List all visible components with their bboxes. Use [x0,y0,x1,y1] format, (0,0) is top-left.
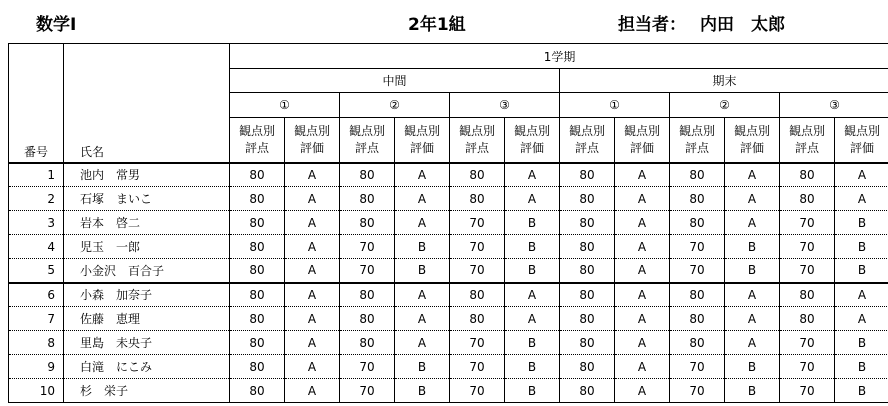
score-cell[interactable]: 70 [670,235,725,259]
eval-cell[interactable]: B [395,235,450,259]
eval-label-line2: 評価 [850,140,875,155]
exam-header-0: 中間 [230,69,560,93]
score-label-header [230,118,285,163]
eval-cell[interactable]: A [835,187,888,211]
eval-cell[interactable]: A [615,307,670,331]
score-cell[interactable]: 80 [560,331,615,355]
table-row [9,283,888,307]
score-cell[interactable]: 80 [230,283,285,307]
score-label-header [450,118,505,163]
table-row [9,163,888,187]
eval-cell[interactable]: B [835,331,888,355]
column-header-number: 番号 [9,44,64,163]
eval-cell[interactable]: A [505,187,560,211]
eval-cell[interactable]: A [725,211,780,235]
eval-cell[interactable]: A [285,163,340,187]
student-name: 小金沢 百合子 [64,259,230,283]
sub-header: ② [340,93,450,118]
eval-label-header [395,118,450,163]
score-cell[interactable]: 80 [230,163,285,187]
table-row [9,235,888,259]
student-name: 岩本 啓二 [64,211,230,235]
student-name: 佐藤 恵理 [64,307,230,331]
score-cell[interactable]: 80 [780,163,835,187]
eval-label-header [285,118,340,163]
score-label-line2: 評点 [574,140,599,155]
eval-cell[interactable]: A [615,331,670,355]
table-row [9,211,888,235]
score-cell[interactable]: 80 [230,355,285,379]
eval-cell[interactable]: A [395,331,450,355]
sub-header: ① [560,93,670,118]
score-cell[interactable]: 80 [450,283,505,307]
score-cell[interactable]: 80 [230,259,285,283]
eval-cell[interactable]: A [835,283,888,307]
score-cell[interactable]: 80 [560,379,615,403]
student-number: 7 [9,307,64,331]
score-cell[interactable]: 80 [560,211,615,235]
eval-cell[interactable]: B [505,379,560,403]
score-cell[interactable]: 80 [450,307,505,331]
eval-cell[interactable]: B [505,235,560,259]
score-cell[interactable]: 80 [230,187,285,211]
eval-cell[interactable]: A [285,283,340,307]
eval-label-header [505,118,560,163]
student-number: 5 [9,259,64,283]
score-cell[interactable]: 70 [450,259,505,283]
score-cell[interactable]: 70 [780,259,835,283]
table-row [9,331,888,355]
student-name: 白滝 にこみ [64,355,230,379]
score-cell[interactable]: 80 [340,163,395,187]
score-cell[interactable]: 80 [230,235,285,259]
eval-cell[interactable]: B [835,355,888,379]
score-label-line2: 評点 [684,140,709,155]
score-cell[interactable]: 80 [780,187,835,211]
score-cell[interactable]: 70 [450,211,505,235]
eval-cell[interactable]: B [835,379,888,403]
eval-cell[interactable]: B [395,259,450,283]
eval-cell[interactable]: A [615,235,670,259]
score-cell[interactable]: 70 [780,379,835,403]
score-cell[interactable]: 80 [230,211,285,235]
eval-label-line1: 観点別 [844,123,881,138]
eval-cell[interactable]: B [835,235,888,259]
eval-label-line1: 観点別 [623,123,660,138]
score-cell[interactable]: 80 [780,283,835,307]
eval-cell[interactable]: A [285,355,340,379]
eval-cell[interactable]: A [505,307,560,331]
eval-cell[interactable]: A [725,163,780,187]
eval-cell[interactable]: A [725,307,780,331]
score-cell[interactable]: 80 [560,163,615,187]
subject-title: 数学Ⅰ [36,15,77,35]
eval-cell[interactable]: B [725,259,780,283]
score-label-line1: 観点別 [458,123,495,138]
teacher-name: 内田 太郎 [700,15,785,35]
student-name: 小森 加奈子 [64,283,230,307]
student-number: 2 [9,187,64,211]
score-cell[interactable]: 70 [340,355,395,379]
score-cell[interactable]: 80 [560,307,615,331]
sub-header: ③ [450,93,560,118]
eval-label-line2: 評価 [409,140,434,155]
score-cell[interactable]: 80 [670,211,725,235]
score-cell[interactable]: 80 [340,283,395,307]
teacher-label: 担当者： [618,15,686,35]
score-cell[interactable]: 70 [340,379,395,403]
eval-cell[interactable]: B [505,331,560,355]
score-cell[interactable]: 80 [450,187,505,211]
score-cell[interactable]: 80 [560,259,615,283]
eval-label-line2: 評価 [739,140,764,155]
score-cell[interactable]: 80 [670,283,725,307]
grade-table [8,43,888,403]
eval-cell[interactable]: A [615,283,670,307]
eval-cell[interactable]: A [285,331,340,355]
score-cell[interactable]: 70 [340,235,395,259]
score-cell[interactable]: 80 [340,187,395,211]
eval-cell[interactable]: A [615,163,670,187]
score-cell[interactable]: 70 [670,379,725,403]
score-cell[interactable]: 80 [340,211,395,235]
eval-cell[interactable]: A [835,163,888,187]
score-label-line1: 観点別 [238,123,275,138]
table-row [9,379,888,403]
score-cell[interactable]: 80 [230,331,285,355]
score-cell[interactable]: 80 [560,187,615,211]
eval-label-line2: 評価 [519,140,544,155]
eval-label-header [615,118,670,163]
student-number: 3 [9,211,64,235]
score-cell[interactable]: 80 [450,163,505,187]
eval-cell[interactable]: B [835,259,888,283]
eval-cell[interactable]: A [615,187,670,211]
eval-cell[interactable]: A [285,211,340,235]
score-cell[interactable]: 80 [670,307,725,331]
eval-label-line1: 観点別 [403,123,440,138]
sheet-header [0,0,888,44]
eval-cell[interactable]: B [395,379,450,403]
score-label-line1: 観点別 [788,123,825,138]
table-row [9,187,888,211]
score-label-header [670,118,725,163]
student-number: 6 [9,283,64,307]
score-cell[interactable]: 80 [560,283,615,307]
score-cell[interactable]: 70 [780,211,835,235]
eval-cell[interactable]: A [285,187,340,211]
eval-cell[interactable]: B [725,235,780,259]
student-name: 杉 栄子 [64,379,230,403]
eval-cell[interactable]: A [395,211,450,235]
table-row [9,355,888,379]
student-number: 1 [9,163,64,187]
eval-cell[interactable]: A [285,307,340,331]
eval-cell[interactable]: B [725,355,780,379]
score-cell[interactable]: 70 [780,355,835,379]
score-label-line2: 評点 [794,140,819,155]
score-cell[interactable]: 70 [780,235,835,259]
eval-cell[interactable]: B [835,211,888,235]
exam-header-1: 期末 [560,69,888,93]
score-cell[interactable]: 70 [450,379,505,403]
score-label-line1: 観点別 [678,123,715,138]
eval-cell[interactable]: A [395,307,450,331]
score-label-line2: 評点 [354,140,379,155]
eval-cell[interactable]: A [285,379,340,403]
eval-cell[interactable]: B [395,355,450,379]
score-cell[interactable]: 80 [670,187,725,211]
eval-label-line2: 評価 [629,140,654,155]
table-row [9,307,888,331]
score-label-header [340,118,395,163]
score-label-line1: 観点別 [568,123,605,138]
score-cell[interactable]: 80 [340,307,395,331]
eval-cell[interactable]: A [285,235,340,259]
eval-cell[interactable]: B [505,355,560,379]
eval-cell[interactable]: B [505,259,560,283]
eval-cell[interactable]: A [725,187,780,211]
score-cell[interactable]: 80 [560,235,615,259]
eval-label-line1: 観点別 [293,123,330,138]
sub-header: ② [670,93,780,118]
score-label-line2: 評点 [244,140,269,155]
score-cell[interactable]: 70 [670,259,725,283]
eval-label-header [725,118,780,163]
eval-cell[interactable]: A [395,163,450,187]
score-cell[interactable]: 80 [780,307,835,331]
score-label-line2: 評点 [464,140,489,155]
student-name: 池内 常男 [64,163,230,187]
eval-cell[interactable]: A [725,331,780,355]
eval-cell[interactable]: A [615,355,670,379]
eval-cell[interactable]: B [725,379,780,403]
score-cell[interactable]: 80 [560,355,615,379]
student-name: 里島 未央子 [64,331,230,355]
score-cell[interactable]: 70 [450,235,505,259]
score-cell[interactable]: 80 [670,163,725,187]
eval-cell[interactable]: A [835,307,888,331]
term-header: 1学期 [230,44,888,69]
student-number: 9 [9,355,64,379]
score-cell[interactable]: 80 [230,379,285,403]
eval-label-line2: 評価 [299,140,324,155]
eval-cell[interactable]: A [725,283,780,307]
student-name: 石塚 まいこ [64,187,230,211]
eval-label-line1: 観点別 [733,123,770,138]
eval-cell[interactable]: A [505,283,560,307]
column-header-name: 氏名 [64,44,230,163]
eval-label-header [835,118,888,163]
student-number: 10 [9,379,64,403]
score-label-line1: 観点別 [348,123,385,138]
student-number: 8 [9,331,64,355]
score-cell[interactable]: 70 [340,259,395,283]
score-cell[interactable]: 70 [780,331,835,355]
score-label-header [780,118,835,163]
score-cell[interactable]: 80 [340,331,395,355]
table-row [9,259,888,283]
eval-cell[interactable]: A [395,187,450,211]
eval-cell[interactable]: A [505,163,560,187]
eval-cell[interactable]: A [615,211,670,235]
eval-cell[interactable]: A [285,259,340,283]
eval-cell[interactable]: B [505,211,560,235]
score-cell[interactable]: 70 [450,355,505,379]
score-cell[interactable]: 70 [670,355,725,379]
score-cell[interactable]: 80 [230,307,285,331]
eval-label-line1: 観点別 [513,123,550,138]
class-label: 2年1組 [408,15,466,35]
eval-cell[interactable]: A [395,283,450,307]
score-label-header [560,118,615,163]
student-name: 児玉 一郎 [64,235,230,259]
sub-header: ③ [780,93,888,118]
score-cell[interactable]: 70 [450,331,505,355]
sub-header: ① [230,93,340,118]
student-number: 4 [9,235,64,259]
score-cell[interactable]: 80 [670,331,725,355]
eval-cell[interactable]: A [615,379,670,403]
eval-cell[interactable]: A [615,259,670,283]
